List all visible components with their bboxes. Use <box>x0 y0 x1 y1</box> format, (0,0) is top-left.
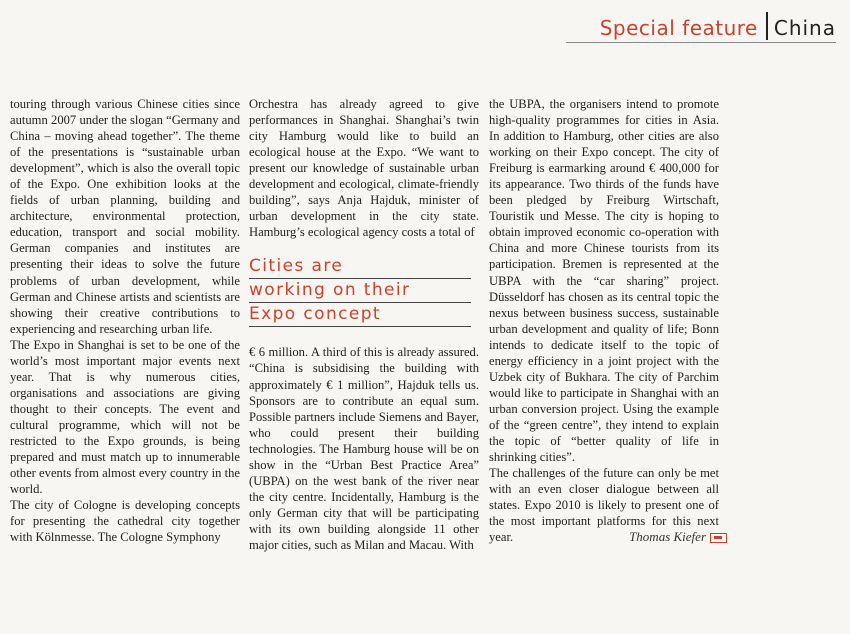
author-name: Thomas Kiefer <box>629 529 706 545</box>
article-column-1 <box>10 96 240 545</box>
paragraph: the UBPA, the organisers intend to promote high-quality programmes for cities in Asia. In addition to Hamburg, other cities are also working on their Expo concept. The city of Freiburg is earmarking around € 400,000 for its appearance. Two thirds of the funds have been pledged by Freiburg Wirtschaft, Touristik und Messe. The city is hoping to obtain improved economic co-operation with China and more Chinese tourists from its participation. Bremen is represented at the UBPA with the “car sharing” project. Düsseldorf has chosen as its central topic the nexus between business success, sustainable urban development and quality of life; Bonn intends to dedicate itself to the topic of energy efficiency in a joint project with the Uzbek city of Bukhara. The city of Parchim would like to participate in Shanghai with an urban conversion project. Using the example of the “green centre”, they intend to explain the topic of “better quality of life in shrinking cities”. <box>489 97 719 465</box>
subheading-line: Cities are <box>249 255 471 279</box>
paragraph: The city of Cologne is developing concepts for presenting the cathedral city together with Kölnmesse. The Cologne Symphony <box>10 498 240 545</box>
header-rule <box>566 42 836 43</box>
closing-paragraph <box>489 465 719 545</box>
page-header <box>600 12 836 40</box>
paragraph: The challenges of the future can only be met with an even closer dialogue between all states. Expo 2010 is likely to present one of the most important platforms for this next year. <box>489 466 719 545</box>
paragraph: The Expo in Shanghai is set to be one of the world’s most important major events next year. That is why numerous cities, organisations and associations are giving thought to their concepts. The event and cultural programme, which will not be restricted to the Expo grounds, is being prepared and must match up to innumerable other events from almost every country in the world. <box>10 337 240 497</box>
paragraph: touring through various Chinese cities since autumn 2007 under the slogan “Germany and China – moving ahead together”. The theme of the presentations is “sustainable urban development”, which is also the overall topic of the Expo. One exhibition looks at the fields of urban planning, building and architecture, environmental protection, education, transport and social mobility. German companies and institutes are presenting their ideas to solve the future problems of urban development, while German and Chinese artists and scientists are showing their creative contributions to experiencing and researching urban life. <box>10 97 240 336</box>
article-column-3 <box>489 96 719 545</box>
country-title: China <box>773 16 836 40</box>
subheading-line: Expo concept <box>249 303 471 327</box>
header-divider <box>766 12 768 40</box>
paragraph: € 6 million. A third of this is already assured. “China is subsidising the building with approximately € 1 million”, Hajduk tells us. Sponsors are to contribute an equal sum. Possible partners include Siemens and Bayer, who could present their building technologies. The Hamburg house will be on show in the “Urban Best Practice Area” (UBPA) on the west bank of the river near the city centre. Incidentally, Hamburg is the only German city that will be participating with its own building alongside 11 other major cities, such as Milan and Macau. With <box>249 345 479 552</box>
subheading-line: working on their <box>249 279 471 303</box>
end-of-article-icon <box>710 533 727 543</box>
article-column-2 <box>249 96 479 553</box>
byline <box>629 529 727 545</box>
subheading <box>249 255 471 327</box>
section-title: Special feature <box>599 16 758 40</box>
paragraph: Orchestra has already agreed to give performances in Shanghai. Shanghai’s twin city Hamburg would like to build an ecological house at the Expo. “We want to present our knowledge of sustainable urban development and ecological, climate-friendly building”, says Anja Hajduk, minister of urban development in the city state. Hamburg’s ecological agency costs a total of <box>249 97 479 240</box>
